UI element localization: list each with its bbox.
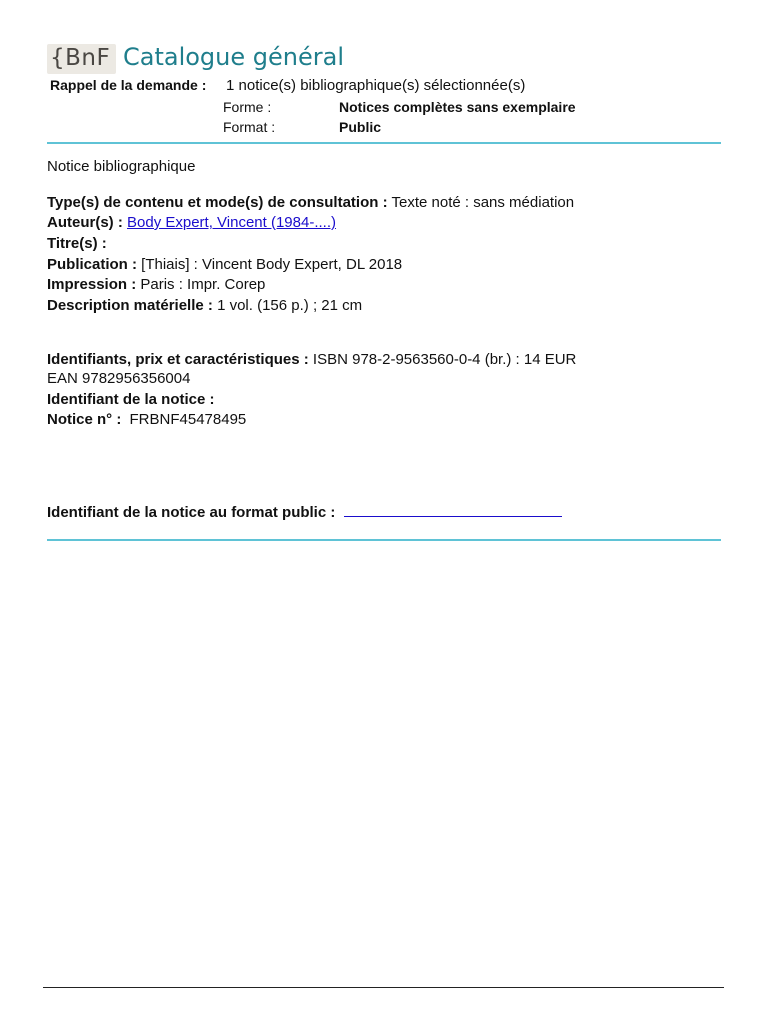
public-id-row: [47, 502, 562, 521]
format-label: Format :: [223, 119, 276, 135]
request-value: 1 notice(s) bibliographique(s) sélectionnée(s): [226, 77, 526, 94]
author-label: Auteur(s) :: [47, 214, 123, 231]
content-type-row: [47, 194, 574, 211]
author-link[interactable]: Body Expert, Vincent (1984-....): [127, 214, 336, 231]
author-row: [47, 214, 336, 231]
content-type-value: Texte noté : sans médiation: [391, 194, 575, 211]
title-label: Titre(s) :: [47, 235, 107, 252]
notice-id-label: Identifiant de la notice :: [47, 391, 215, 408]
public-id-label: Identifiant de la notice au format public :: [47, 504, 336, 521]
forme-label: Forme :: [223, 99, 272, 115]
identifiers-row: [47, 351, 576, 368]
impression-label: Impression :: [47, 276, 137, 293]
title-row: [47, 235, 107, 252]
impression-row: [47, 276, 265, 293]
notice-no-row: [47, 411, 246, 428]
section-title: Notice bibliographique: [47, 158, 196, 175]
format-value: Public: [339, 119, 382, 135]
public-id-link[interactable]: [344, 502, 562, 517]
request-label: Rappel de la demande :: [50, 77, 207, 93]
bnf-logo-text: {BnF: [50, 45, 111, 71]
notice-id-row: [47, 391, 215, 408]
description-value: 1 vol. (156 p.) ; 21 cm: [217, 297, 363, 314]
forme-value: Notices complètes sans exemplaire: [339, 99, 576, 115]
content-type-label: Type(s) de contenu et mode(s) de consultation :: [47, 194, 388, 211]
impression-value: Paris : Impr. Corep: [140, 276, 266, 293]
notice-no-label: Notice n° :: [47, 411, 122, 428]
publication-value: [Thiais] : Vincent Body Expert, DL 2018: [141, 256, 403, 273]
catalogue-title: Catalogue général: [123, 43, 344, 71]
ean-row: [47, 370, 190, 387]
notice-no-value: FRBNF45478495: [129, 411, 247, 428]
divider-bottom: [47, 539, 721, 541]
description-row: [47, 297, 362, 314]
identifiers-label: Identifiants, prix et caractéristiques :: [47, 351, 309, 368]
publication-label: Publication :: [47, 256, 137, 273]
ean-value: EAN 9782956356004: [47, 370, 191, 387]
identifiers-value: ISBN 978-2-9563560-0-4 (br.) : 14 EUR: [312, 351, 577, 368]
divider-top: [47, 142, 721, 144]
publication-row: [47, 256, 402, 273]
footer-rule: [43, 987, 724, 988]
description-label: Description matérielle :: [47, 297, 213, 314]
